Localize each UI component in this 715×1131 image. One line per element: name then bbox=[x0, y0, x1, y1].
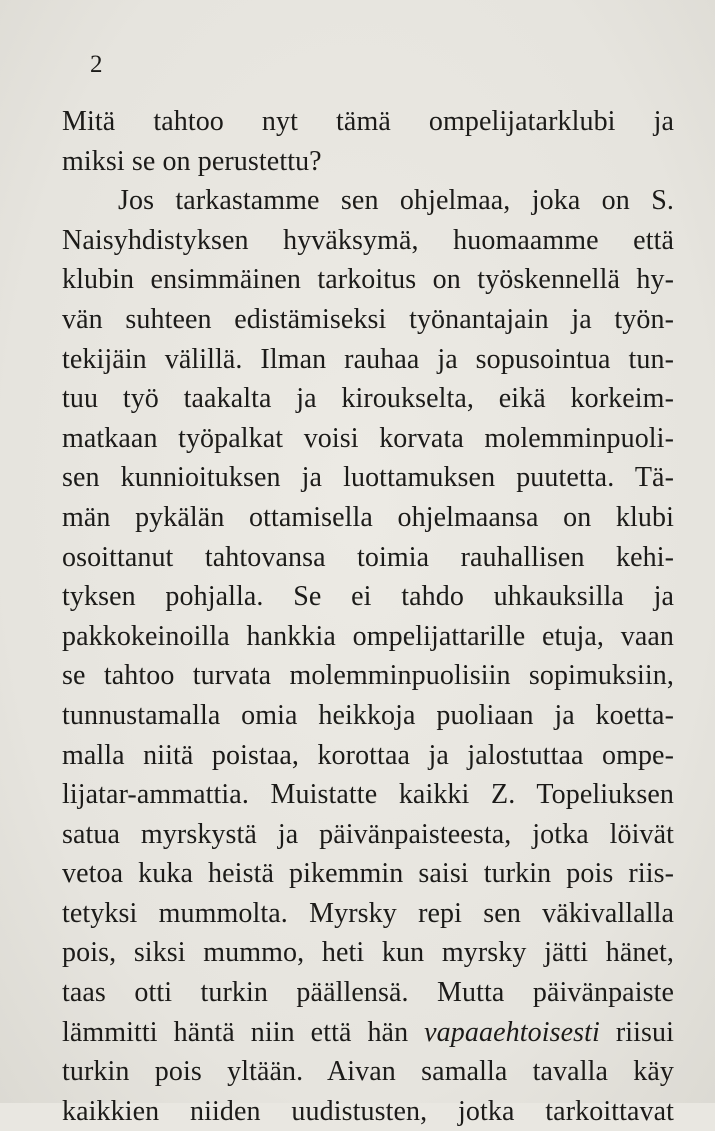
text-line: män pykälän ottamisella ohjelmaansa on klubi bbox=[62, 501, 674, 533]
text-line: kaikkien niiden uudistusten, jotka tarkoittavat bbox=[62, 1095, 674, 1127]
text-line: tunnustamalla omia heikkoja puoliaan ja koetta- bbox=[62, 699, 674, 731]
text-line: satua myrskystä ja päivänpaisteesta, jotka löivät bbox=[62, 818, 674, 850]
text-line: sen kunnioituksen ja luottamuksen puutetta. Tä- bbox=[62, 462, 674, 494]
text-line: Jos tarkastamme sen ohjelmaa, joka on S. bbox=[118, 185, 674, 217]
text-line: tetyksi mummolta. Myrsky repi sen väkivallalla bbox=[62, 897, 674, 929]
text-line-with-italic bbox=[62, 1013, 674, 1053]
italic-word: vapaaehtoisesti bbox=[424, 1016, 600, 1048]
text-line: taas otti turkin päällensä. Mutta päivänpaiste bbox=[62, 977, 674, 1009]
text-line: malla niitä poistaa, korottaa ja jalostuttaa ompe- bbox=[62, 739, 674, 771]
text-line: Naisyhdistyksen hyväksymä, huomaamme että bbox=[62, 224, 674, 256]
text-line: tuu työ taakalta ja kiroukselta, eikä korkeim- bbox=[62, 383, 674, 415]
text-line: miksi se on perustettu? bbox=[62, 145, 322, 177]
text-line: pakkokeinoilla hankkia ompelijattarille etuja, vaan bbox=[62, 620, 674, 652]
text-line: turkin pois yltään. Aivan samalla tavalla käy bbox=[62, 1056, 674, 1088]
text-line: tekijäin välillä. Ilman rauhaa ja sopusointua tun- bbox=[62, 343, 674, 375]
text-segment: lämmitti häntä niin että hän bbox=[62, 1016, 425, 1048]
text-line: klubin ensimmäinen tarkoitus on työskennellä hy- bbox=[62, 264, 674, 296]
text-line: lijatar-ammattia. Muistatte kaikki Z. Topeliuksen bbox=[62, 779, 674, 811]
text-line: Mitä tahtoo nyt tämä ompelijatarklubi ja bbox=[62, 106, 674, 137]
text-line: osoittanut tahtovansa toimia rauhallisen kehi- bbox=[62, 541, 674, 573]
text-line: pois, siksi mummo, heti kun myrsky jätti hänet, bbox=[62, 937, 674, 969]
page-number: 2 bbox=[90, 51, 103, 78]
text-line: matkaan työpalkat voisi korvata molemminpuoli- bbox=[62, 422, 674, 454]
text-line: tyksen pohjalla. Se ei tahdo uhkauksilla ja bbox=[62, 581, 674, 613]
text-segment: riisui bbox=[599, 1016, 674, 1048]
text-line: vän suhteen edistämiseksi työnantajain ja työn- bbox=[62, 303, 674, 335]
body-text bbox=[62, 102, 674, 1131]
text-line: se tahtoo turvata molemminpuolisiin sopimuksiin, bbox=[62, 660, 674, 692]
text-line: vetoa kuka heistä pikemmin saisi turkin pois riis- bbox=[62, 858, 674, 890]
